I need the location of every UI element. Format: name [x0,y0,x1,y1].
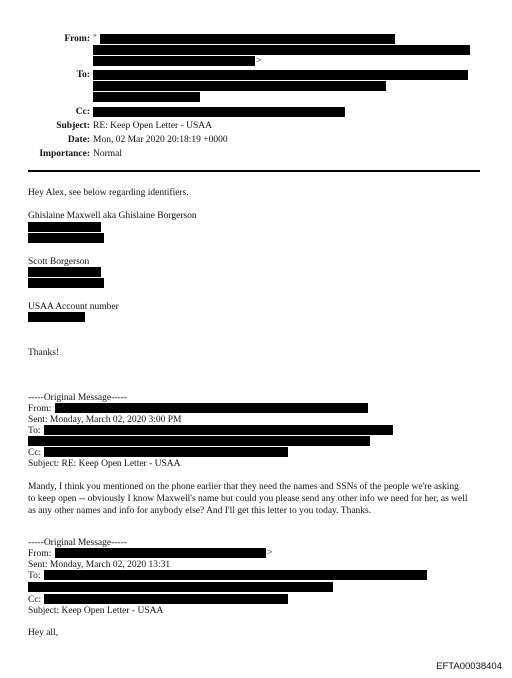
redacted-quoted-1-to-line-2 [28,436,370,446]
quoted-1-subject: Subject: RE: Keep Open Letter - USAA [28,459,181,469]
redacted-from-line-2 [93,45,470,55]
redacted-quoted-2-to-line-1 [44,570,427,580]
subject-value: RE: Keep Open Letter - USAA [93,121,212,131]
person-2-name: Scott Borgerson [28,257,90,267]
redacted-to-line-3 [93,92,200,102]
quoted-2-from-angle-bracket: > [267,548,273,558]
quoted-1-cc-label: Cc: [28,448,42,458]
redacted-quoted-1-cc [44,447,288,457]
quoted-2-separator: -----Original Message----- [28,538,127,548]
redacted-quoted-2-from [55,548,266,558]
from-quote-mark: " [93,34,97,44]
quoted-1-from-label: From: [28,404,52,414]
body-greeting: Hey Alex, see below regarding identifiers. [28,188,189,198]
importance-label: Importance: [39,149,90,159]
redacted-quoted-2-cc [44,594,288,604]
redacted-person-1-detail-2 [28,233,104,243]
redacted-to-line-1 [93,70,468,80]
redacted-cc-line [93,107,345,117]
from-label: From: [64,34,90,44]
quoted-2-sent: Sent: Monday, March 02, 2020 13:31 [28,560,171,570]
importance-value: Normal [93,149,123,159]
date-label: Date: [67,135,90,145]
quoted-1-to-label: To: [28,426,41,436]
quoted-2-from-label: From: [28,549,52,559]
person-1-name: Ghislaine Maxwell aka Ghislaine Borgerson [28,211,197,221]
redacted-from-line-1 [100,34,395,44]
redacted-person-2-detail-2 [28,278,104,288]
redacted-quoted-1-from [55,403,368,413]
cc-label: Cc: [75,107,90,117]
redacted-person-2-detail-1 [28,267,101,277]
quoted-1-sent: Sent: Monday, March 02, 2020 3:00 PM [28,415,182,425]
redacted-quoted-1-to-line-1 [44,425,393,435]
account-label: USAA Account number [28,302,119,312]
quoted-2-to-label: To: [28,571,41,581]
to-label: To: [76,70,90,80]
body-thanks: Thanks! [28,348,60,358]
redacted-account-number [28,312,85,322]
header-divider [28,170,480,172]
redacted-person-1-detail-1 [28,222,101,232]
date-value: Mon, 02 Mar 2020 20:18:19 +0000 [93,135,228,145]
quoted-2-subject: Subject: Keep Open Letter - USAA [28,606,164,616]
subject-label: Subject: [56,121,90,131]
redacted-to-line-2 [93,81,386,91]
quoted-1-message: Mandy, I think you mentioned on the phone earlier that they need the names and SSNs of the people we're asking to keep open -- obviously I know Maxwell's name but could you please send any other info we need for her, as well as any other names and info for anybody else? And I'll get this letter to you today. Thanks. [28,482,468,516]
redacted-quoted-2-to-line-2 [28,582,333,592]
quoted-1-separator: -----Original Message----- [28,393,127,403]
quoted-2-cc-label: Cc: [28,595,42,605]
redacted-from-line-3 [93,56,255,66]
bates-number: EFTA00038404 [436,661,502,672]
quoted-2-greeting: Hey all, [28,628,59,638]
from-angle-bracket: > [256,56,262,66]
